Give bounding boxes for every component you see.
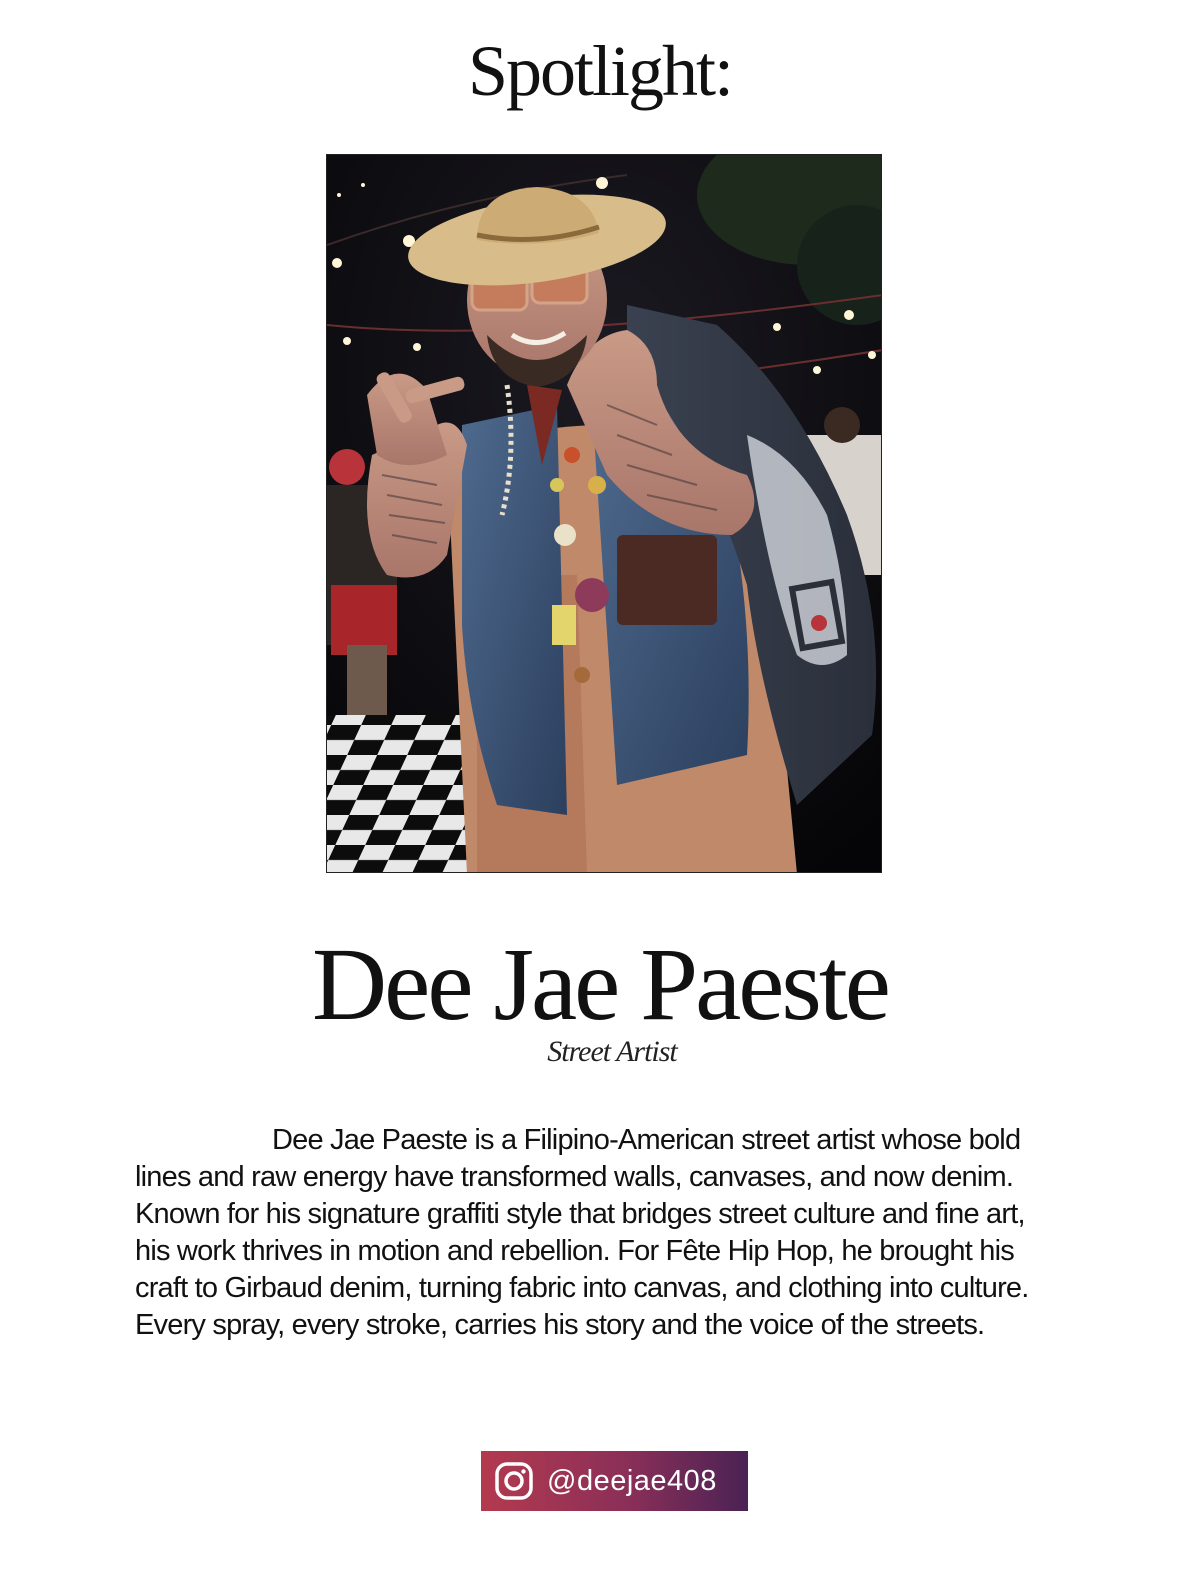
instagram-handle: @deejae408 — [547, 1464, 717, 1497]
artist-photo — [326, 154, 882, 873]
page-title: Spotlight: — [467, 31, 733, 111]
artist-photo-illustration — [327, 155, 882, 873]
instagram-handle-button[interactable] — [481, 1451, 748, 1511]
artist-role: Street Artist — [547, 1035, 677, 1068]
instagram-icon — [494, 1461, 534, 1501]
artist-name: Dee Jae Paeste — [312, 927, 888, 1042]
artist-bio: Dee Jae Paeste is a Filipino-American street artist whose bold lines and raw energy have transformed walls, canvases, and now denim. Known for his signature graffiti style that bridges street culture and fine art, his work thrives in motion and rebellion. For Fête Hip Hop, he brought his craft to Girbaud denim, turning fabric into canvas, and clothing into culture. Every spray, every stroke, carries his story and the voice of the streets. — [135, 1124, 1029, 1341]
